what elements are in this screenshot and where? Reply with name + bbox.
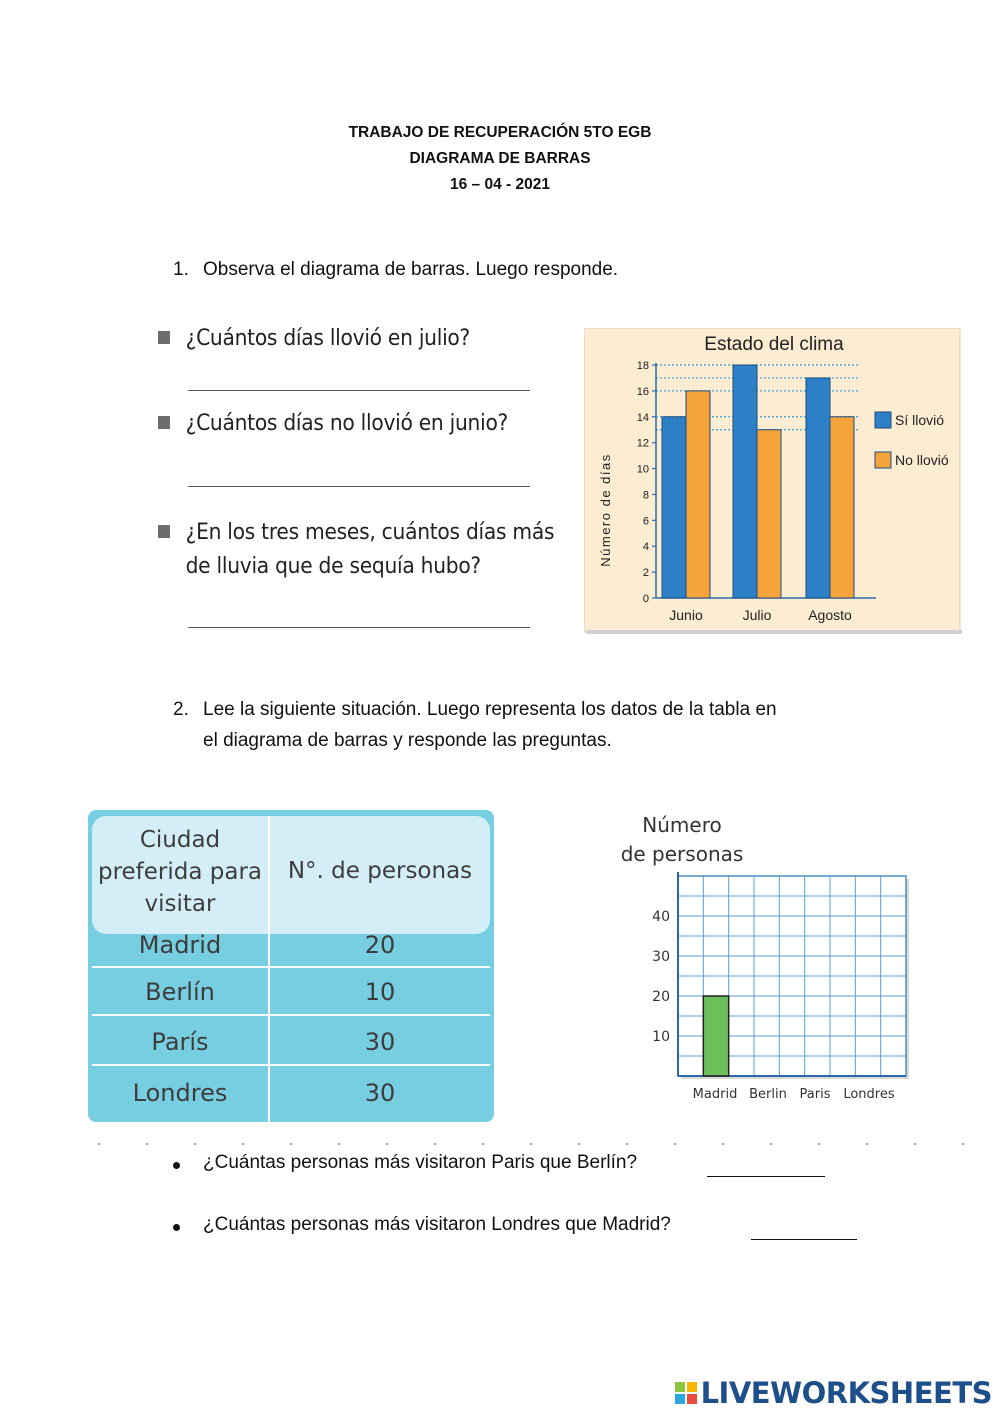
section1-number: 1.: [173, 259, 189, 280]
question-2: [158, 407, 544, 447]
section2-instruction-line1: Lee la siguiente situación. Luego representa los datos de la tabla en: [203, 699, 777, 720]
y-tick-label: 18: [636, 360, 649, 372]
chart2-y-ticks: [652, 909, 670, 1045]
y-tick-label: 14: [636, 411, 649, 424]
table-column-divider: [268, 816, 270, 1122]
logo-text: LIVEWORKSHEETS: [700, 1376, 992, 1410]
header-city-cell: [92, 824, 268, 920]
square-bullet-icon: [158, 331, 170, 344]
section2-number: 2.: [173, 699, 189, 720]
y-tick-label: 2: [642, 567, 649, 580]
y-tick-label: 12: [636, 437, 649, 450]
question-1: [158, 322, 544, 362]
row-berlin-count: 10: [364, 978, 396, 1006]
row-londres-count: 30: [364, 1079, 396, 1107]
x-tick-label: Berlin: [749, 1087, 787, 1102]
chart1-ylabel: Número de días: [598, 453, 613, 567]
chart1-title: Estado del clima: [704, 334, 844, 355]
header-date: 16 – 04 - 2021: [450, 176, 550, 193]
header-city-line1: Ciudad: [139, 827, 221, 853]
section2-instruction-line2: el diagrama de barras y responde las preguntas.: [203, 730, 612, 751]
question-4: [173, 1152, 873, 1182]
y-tick-label: 10: [636, 463, 649, 476]
header-count-cell: N°. de personas: [287, 858, 473, 884]
y-tick-label: 0: [642, 593, 649, 605]
chart2-title-line1: Número: [642, 813, 722, 837]
row-madrid-count: 20: [364, 931, 396, 959]
legend-swatch: [875, 452, 891, 468]
answer-blank-5[interactable]: [751, 1239, 857, 1240]
question-4-text: ¿Cuántas personas más visitaron Paris que Berlín?: [203, 1152, 638, 1173]
people-bar-chart[interactable]: [600, 806, 930, 1112]
y-tick-label: 10: [652, 1029, 670, 1045]
table-row-divider: [92, 1064, 490, 1066]
city-table: [88, 810, 494, 1122]
answer-blank-4[interactable]: [707, 1176, 825, 1177]
answer-line-3[interactable]: [188, 627, 530, 628]
table-row-divider: [92, 966, 490, 968]
row-londres-city: Londres: [132, 1079, 228, 1107]
logo-grid-icon: [675, 1382, 697, 1404]
document-header: [0, 120, 1000, 198]
bar-junio-no: [686, 391, 710, 598]
x-tick-label: Londres: [843, 1087, 895, 1102]
chart2-bars: [703, 996, 728, 1076]
question-5-text: ¿Cuántas personas más visitaron Londres que Madrid?: [203, 1214, 671, 1235]
row-berlin-city: Berlín: [145, 978, 215, 1006]
question-1-text: ¿Cuántos días llovió en julio?: [185, 326, 470, 351]
y-tick-label: 16: [636, 385, 649, 398]
header-city-line3: visitar: [144, 891, 216, 917]
x-tick-label: Paris: [799, 1087, 831, 1102]
question-3-line1: ¿En los tres meses, cuántos días más: [185, 520, 555, 545]
legend-swatch: [875, 412, 891, 428]
chart1-ylabel-group: [598, 453, 613, 567]
y-tick-label: 8: [642, 489, 649, 502]
table-row-divider: [92, 1014, 490, 1016]
chart2-x-labels: [693, 1087, 895, 1102]
bar-julio-no: [757, 430, 781, 598]
chart1-x-labels: [669, 607, 852, 623]
row-madrid-city: Madrid: [138, 931, 222, 959]
row-paris-city: París: [151, 1028, 209, 1056]
answer-line-2[interactable]: [188, 486, 530, 487]
y-tick-label: 30: [652, 949, 670, 965]
square-bullet-icon: [158, 525, 170, 538]
y-tick-label: 40: [652, 909, 670, 925]
y-tick-label: 20: [652, 989, 670, 1005]
y-tick-label: 6: [642, 515, 649, 528]
bar-junio-si: [662, 417, 686, 598]
square-bullet-icon: [158, 416, 170, 429]
row-paris-count: 30: [364, 1028, 396, 1056]
x-tick-label: Madrid: [692, 1087, 738, 1102]
legend-label: No llovió: [895, 452, 949, 468]
dotted-separator: [98, 1142, 988, 1146]
section2-instruction: [173, 694, 777, 756]
chart2-title-line2: de personas: [620, 842, 744, 866]
answer-line-1[interactable]: [188, 390, 530, 391]
y-tick-label: 4: [642, 541, 649, 554]
x-tick-label: Julio: [742, 607, 772, 623]
question-3: [158, 516, 555, 596]
weather-bar-chart: [584, 328, 962, 634]
legend-label: Sí llovió: [895, 412, 945, 428]
header-subtitle: DIAGRAMA DE BARRAS: [409, 150, 591, 167]
x-tick-label: Junio: [669, 607, 703, 623]
section1-instruction-text: Observa el diagrama de barras. Luego responde.: [203, 259, 619, 280]
bar-agosto-no: [830, 417, 854, 598]
question-3-line2: de lluvia que de sequía hubo?: [185, 554, 481, 579]
bullet-icon: [173, 1224, 180, 1231]
liveworksheets-logo: [701, 1376, 992, 1410]
chart-shadow: [586, 630, 962, 634]
x-tick-label: Agosto: [808, 607, 852, 623]
bar-agosto-si: [806, 378, 830, 598]
header-title: TRABAJO DE RECUPERACIÓN 5TO EGB: [348, 124, 652, 141]
bullet-icon: [173, 1162, 180, 1169]
bar-julio-si: [733, 365, 757, 598]
bar-madrid: [703, 996, 728, 1076]
question-2-text: ¿Cuántos días no llovió en junio?: [185, 411, 509, 436]
header-city-line2: preferida para: [97, 859, 263, 885]
section1-instruction: [173, 254, 619, 285]
